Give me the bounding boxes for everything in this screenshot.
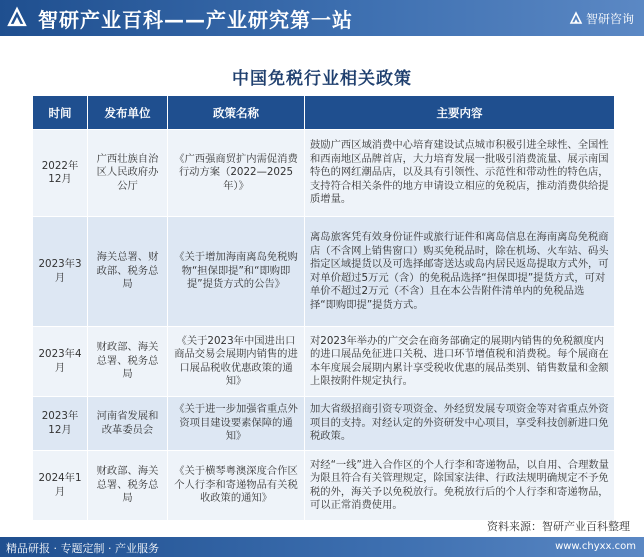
cell-name: 《关于增加海南离岛免税购物“担保即提”和“即购即提”提货方式的公告》 bbox=[168, 217, 305, 327]
cell-dept: 河南省发展和改革委员会 bbox=[88, 397, 168, 451]
footer-slogan: 精品研报 · 专题定制 · 产业服务 bbox=[6, 542, 159, 555]
cell-name: 《关于进一步加强省重点外资项目建设要素保障的通知》 bbox=[168, 397, 305, 451]
footer-bar bbox=[0, 537, 644, 557]
policy-table bbox=[32, 95, 615, 521]
page-title: 中国免税行业相关政策 bbox=[232, 69, 412, 89]
cell-content: 离岛旅客凭有效身份证件或旅行证件和离岛信息在海南离岛免税商店（不含网上销售窗口）购买免税品时，除在机场、火车站、码头指定区域提货以及可选择邮寄送达或岛内居民返岛提取方式外，可对单价超过5万元（含）的免税品选择“担保即提”提货方式，可对单价不超过2万元（不含）且在本公告附件清单内的免税品选择“即购即提”提货方式。 bbox=[305, 217, 615, 327]
cell-time: 2024年1月 bbox=[33, 451, 88, 521]
brand-icon bbox=[569, 11, 583, 25]
table-header-row bbox=[33, 96, 615, 130]
column-header-content: 主要内容 bbox=[305, 96, 615, 130]
table-row bbox=[33, 451, 615, 521]
column-header-time: 时间 bbox=[33, 96, 88, 130]
cell-dept: 海关总署、财政部、税务总局 bbox=[88, 217, 168, 327]
cell-time: 2023年3月 bbox=[33, 217, 88, 327]
cell-name: 《关于横琴粤澳深度合作区个人行李和寄递物品有关税收政策的通知》 bbox=[168, 451, 305, 521]
cell-name: 《广西强商贸扩内需促消费行动方案（2022—2025年）》 bbox=[168, 130, 305, 217]
cell-time: 2022年12月 bbox=[33, 130, 88, 217]
brand-logo[interactable] bbox=[569, 10, 634, 27]
column-header-name: 政策名称 bbox=[168, 96, 305, 130]
site-title: 智研产业百科——产业研究第一站 bbox=[38, 8, 353, 32]
cell-content: 鼓励广西区域消费中心培育建设试点城市积极引进全球性、全国性和西南地区品牌首店，大力培育发展一批吸引消费流量、展示南国特色的网红潮品店，以及具有引领性、示范性和带动性的特色店，支持符合相关条件的地方申请设立相应的免税店，推动消费供给提质增量。 bbox=[305, 130, 615, 217]
cell-dept: 财政部、海关总署、税务总局 bbox=[88, 327, 168, 397]
cell-time: 2023年12月 bbox=[33, 397, 88, 451]
footer-url[interactable]: www.chyxx.com bbox=[555, 541, 636, 552]
table-row bbox=[33, 397, 615, 451]
cell-content: 加大省级招商引资专项资金、外经贸发展专项资金等对省重点外资项目的支持。对经认定的外资研发中心项目，享受科技创新进口免税政策。 bbox=[305, 397, 615, 451]
cell-dept: 财政部、海关总署、税务总局 bbox=[88, 451, 168, 521]
cell-content: 对经“一线”进入合作区的个人行李和寄递物品，以自用、合理数量为限且符合有关管理规定，除国家法律、行政法规明确规定不予免税的外，海关予以免税放行。免税放行后的个人行李和寄递物品，可以正常消费使用。 bbox=[305, 451, 615, 521]
header-bar bbox=[0, 0, 644, 36]
table-row bbox=[33, 130, 615, 217]
cell-time: 2023年4月 bbox=[33, 327, 88, 397]
cell-dept: 广西壮族自治区人民政府办公厅 bbox=[88, 130, 168, 217]
table-row bbox=[33, 327, 615, 397]
brand-name: 智研咨询 bbox=[585, 12, 634, 26]
cell-name: 《关于2023年中国进出口商品交易会展期内销售的进口展品税收优惠政策的通知》 bbox=[168, 327, 305, 397]
cell-content: 对2023年举办的广交会在商务部确定的展期内销售的免税额度内的进口展品免征进口关税、进口环节增值税和消费税。每个展商在本年度展会展期内累计享受税收优惠的展品类别、销售数量和金额上限按附件规定执行。 bbox=[305, 327, 615, 397]
column-header-dept: 发布单位 bbox=[88, 96, 168, 130]
source-note: 资料来源：智研产业百科整理 bbox=[487, 520, 630, 533]
table-row bbox=[33, 217, 615, 327]
logo-icon bbox=[6, 6, 28, 28]
